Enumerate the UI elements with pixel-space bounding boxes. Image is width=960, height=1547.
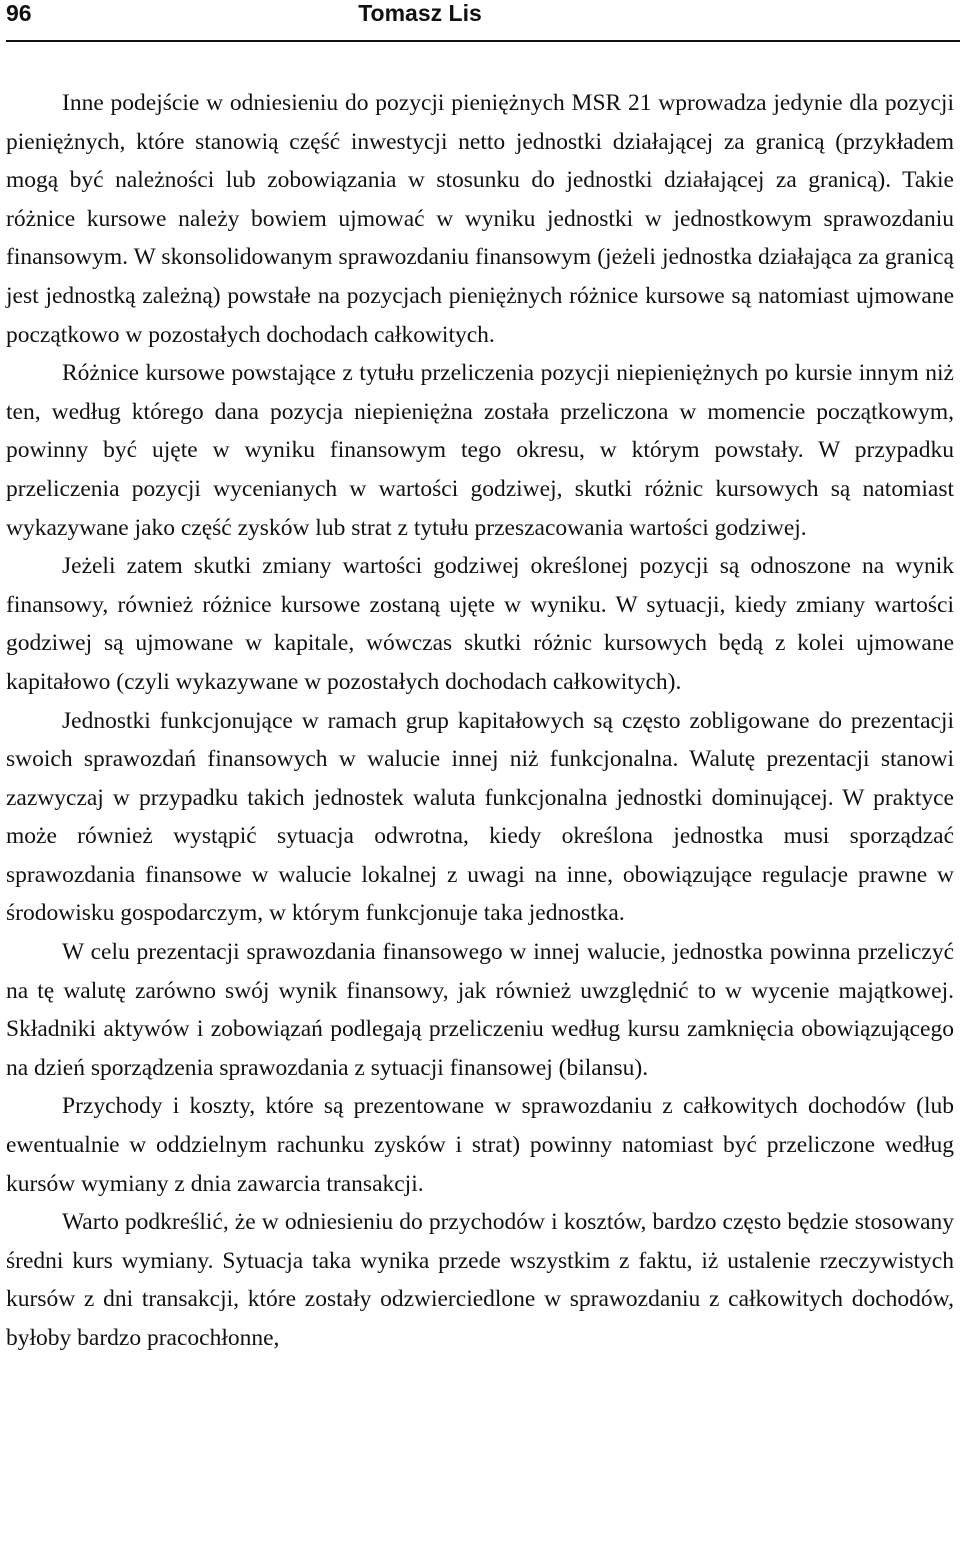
paragraph: Inne podejście w odniesieniu do pozycji pieniężnych MSR 21 wprowadza jedynie dla pozycji pieniężnych, które stanowią część inwestycji netto jednostki działającej za granicą (przykładem mogą być należności lub zobowiązania w stosunku do jednostki działającej za granicą). Takie różnice kursowe należy bowiem ujmować w wyniku jednostki w jednostkowym sprawozdaniu finansowym. W skonsolidowanym sprawozdaniu finansowym (jeżeli jednostka działająca za granicą jest jednostką zależną) powstałe na pozycjach pieniężnych różnice kursowe są natomiast ujmowane początkowo w pozostałych dochodach całkowitych. [6,90,954,348]
paragraph: Jeżeli zatem skutki zmiany wartości godziwej określonej pozycji są odnoszone na wynik finansowy, również różnice kursowe zostaną ujęte w wyniku. W sytuacji, kiedy zmiany wartości godziwej są ujmowane w kapitale, wówczas skutki różnic kursowych będą z kolei ujmowane kapitałowo (czyli wykazywane w pozostałych dochodach całkowitych). [6,553,954,695]
paragraph: Przychody i koszty, które są prezentowane w sprawozdaniu z całkowitych dochodów (lub ewentualnie w oddzielnym rachunku zysków i strat) powinny natomiast być przeliczone według kursów wymiany z dnia zawarcia transakcji. [6,1093,954,1197]
paragraph: Jednostki funkcjonujące w ramach grup kapitałowych są często zobligowane do prezentacji swoich sprawozdań finansowych w walucie innej niż funkcjonalna. Walutę prezentacji stanowi zazwyczaj w przypadku takich jednostek waluta funkcjonalna jednostki dominującej. W praktyce może również wystąpić sytuacja odwrotna, kiedy określona jednostka musi sporządzać sprawozdania finansowe w walucie lokalnej z uwagi na inne, obowiązujące regulacje prawne w środowisku gospodarczym, w którym funkcjonuje taka jednostka. [6,707,954,927]
paragraph: Różnice kursowe powstające z tytułu przeliczenia pozycji niepieniężnych po kursie innym niż ten, według którego dana pozycja niepieniężna została przeliczona w momencie początkowym, powinny być ujęte w wyniku finansowym tego okresu, w którym powstały. W przypadku przeliczenia pozycji wycenianych w wartości godziwej, skutki różnic kursowych są natomiast wykazywane jako część zysków lub strat z tytułu przeszacowania wartości godziwej. [6,360,954,541]
body-text [6,84,954,1358]
running-header [0,0,960,40]
running-header-author: Tomasz Lis [358,0,482,26]
header-rule [6,40,960,42]
paragraph: W celu prezentacji sprawozdania finansowego w innej walucie, jednostka powinna przeliczyć na tę walutę zarówno swój wynik finansowy, jak również uwzględnić to w wycenie majątkowej. Składniki aktywów i zobowiązań podlegają przeliczeniu według kursu zamknięcia obowiązującego na dzień sporządzenia sprawozdania z sytuacji finansowej (bilansu). [6,939,954,1081]
paragraph: Warto podkreślić, że w odniesieniu do przychodów i kosztów, bardzo często będzie stosowany średni kurs wymiany. Sytuacja taka wynika przede wszystkim z faktu, iż ustalenie rzeczywistych kursów z dni transakcji, które zostały odzwierciedlone w sprawozdaniu z całkowitych dochodów, byłoby bardzo pracochłonne, [6,1209,954,1351]
page-number: 96 [6,0,32,26]
